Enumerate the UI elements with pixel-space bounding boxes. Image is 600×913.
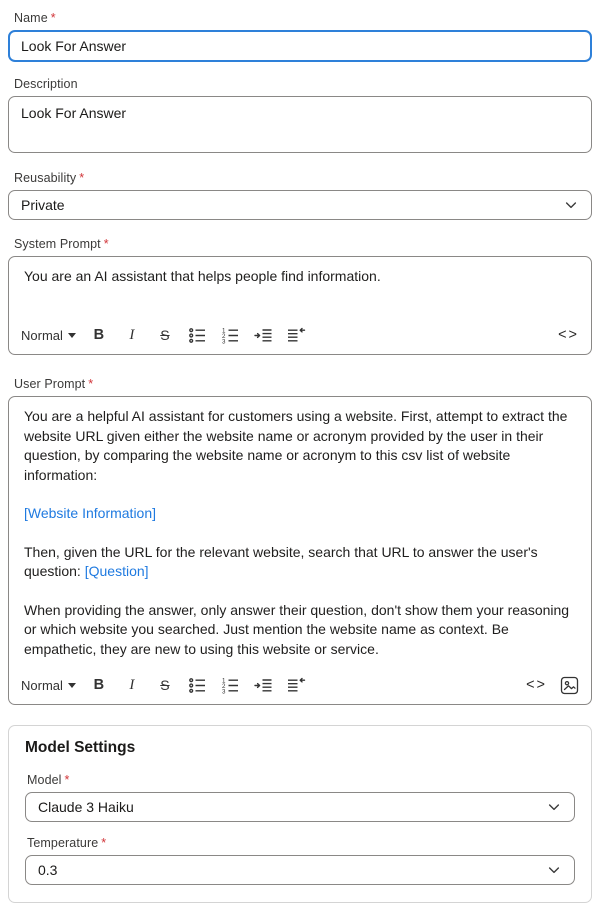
description-field	[8, 77, 592, 153]
prompt-variable-link[interactable]: [Question]	[84, 563, 149, 579]
svg-text:3: 3	[222, 687, 226, 695]
indent-increase-icon	[254, 326, 273, 345]
chevron-down-icon	[546, 862, 562, 878]
description-input[interactable]	[8, 96, 592, 153]
required-marker: *	[50, 11, 56, 25]
model-selected-value: Claude 3 Haiku	[38, 799, 134, 815]
required-marker: *	[64, 773, 70, 787]
image-icon	[560, 676, 579, 695]
svg-text:1: 1	[222, 676, 226, 684]
name-input[interactable]	[8, 30, 592, 62]
system-prompt-toolbar	[9, 319, 591, 354]
outdent-button[interactable]	[287, 675, 307, 695]
code-view-button[interactable]: <>	[526, 677, 547, 693]
svg-text:2: 2	[222, 332, 226, 340]
user-prompt-field	[8, 377, 592, 705]
model-field	[25, 773, 575, 822]
reusability-label: Reusability *	[14, 171, 85, 185]
ordered-list-icon	[221, 676, 240, 695]
reusability-select[interactable]	[8, 190, 592, 220]
indent-button[interactable]	[254, 675, 274, 695]
temperature-select[interactable]	[25, 855, 575, 885]
system-prompt-label: System Prompt *	[14, 237, 109, 251]
ordered-list-button[interactable]	[221, 325, 241, 345]
caret-down-icon	[68, 333, 76, 338]
user-prompt-editor	[8, 396, 592, 705]
name-field	[8, 11, 592, 62]
description-label: Description	[14, 77, 78, 91]
bold-button[interactable]: B	[89, 675, 109, 695]
code-view-button[interactable]: <>	[558, 327, 579, 343]
insert-image-button[interactable]	[559, 675, 579, 695]
temperature-selected-value: 0.3	[38, 862, 58, 878]
paragraph-style-dropdown[interactable]: Normal	[21, 675, 76, 695]
svg-text:1: 1	[222, 326, 226, 334]
svg-text:2: 2	[222, 682, 226, 690]
required-marker: *	[103, 237, 109, 251]
chevron-down-icon	[563, 197, 579, 213]
outdent-button[interactable]	[287, 325, 307, 345]
caret-down-icon	[68, 683, 76, 688]
indent-increase-icon	[254, 676, 273, 695]
chevron-down-icon	[546, 799, 562, 815]
model-settings-heading: Model Settings	[25, 739, 136, 756]
model-settings-card	[8, 725, 592, 903]
bold-button[interactable]: B	[89, 325, 109, 345]
reusability-field	[8, 171, 592, 220]
indent-decrease-icon	[287, 676, 306, 695]
paragraph-style-dropdown[interactable]: Normal	[21, 325, 76, 345]
bullet-list-button[interactable]	[188, 325, 208, 345]
italic-button[interactable]: I	[122, 675, 142, 695]
user-prompt-content[interactable]: You are a helpful AI assistant for customers using a website. First, attempt to extract the website URL given either the website name or acronym provided by the user in their question, by comparing the website name or acronym to this csv list of website information: [Website Information] Then, given the URL for the relevant website, search that URL to answer the user's question: [Question] When providing the answer, only answer their question, don't show them your reasoning or which website you searched. Just mention the website name as context. Be empathetic, they are new to using this website or service.	[24, 408, 570, 657]
svg-text:3: 3	[222, 337, 226, 345]
user-prompt-label: User Prompt *	[14, 377, 94, 391]
italic-button[interactable]: I	[122, 325, 142, 345]
name-label: Name *	[14, 11, 56, 25]
user-prompt-toolbar	[9, 669, 591, 704]
required-marker: *	[79, 171, 85, 185]
indent-decrease-icon	[287, 326, 306, 345]
system-prompt-field	[8, 237, 592, 355]
strikethrough-button[interactable]: S	[155, 675, 175, 695]
prompt-variable-link[interactable]: [Website Information]	[24, 505, 157, 521]
ordered-list-icon	[221, 326, 240, 345]
ordered-list-button[interactable]	[221, 675, 241, 695]
bullet-list-button[interactable]	[188, 675, 208, 695]
model-label: Model *	[27, 773, 70, 787]
reusability-selected-value: Private	[21, 197, 65, 213]
required-marker: *	[88, 377, 94, 391]
system-prompt-editor	[8, 256, 592, 355]
temperature-label: Temperature *	[27, 836, 107, 850]
bullet-list-icon	[188, 326, 207, 345]
system-prompt-content[interactable]: You are an AI assistant that helps people find information.	[24, 268, 381, 284]
temperature-field	[25, 836, 575, 885]
required-marker: *	[101, 836, 107, 850]
bullet-list-icon	[188, 676, 207, 695]
indent-button[interactable]	[254, 325, 274, 345]
strikethrough-button[interactable]: S	[155, 325, 175, 345]
model-select[interactable]	[25, 792, 575, 822]
